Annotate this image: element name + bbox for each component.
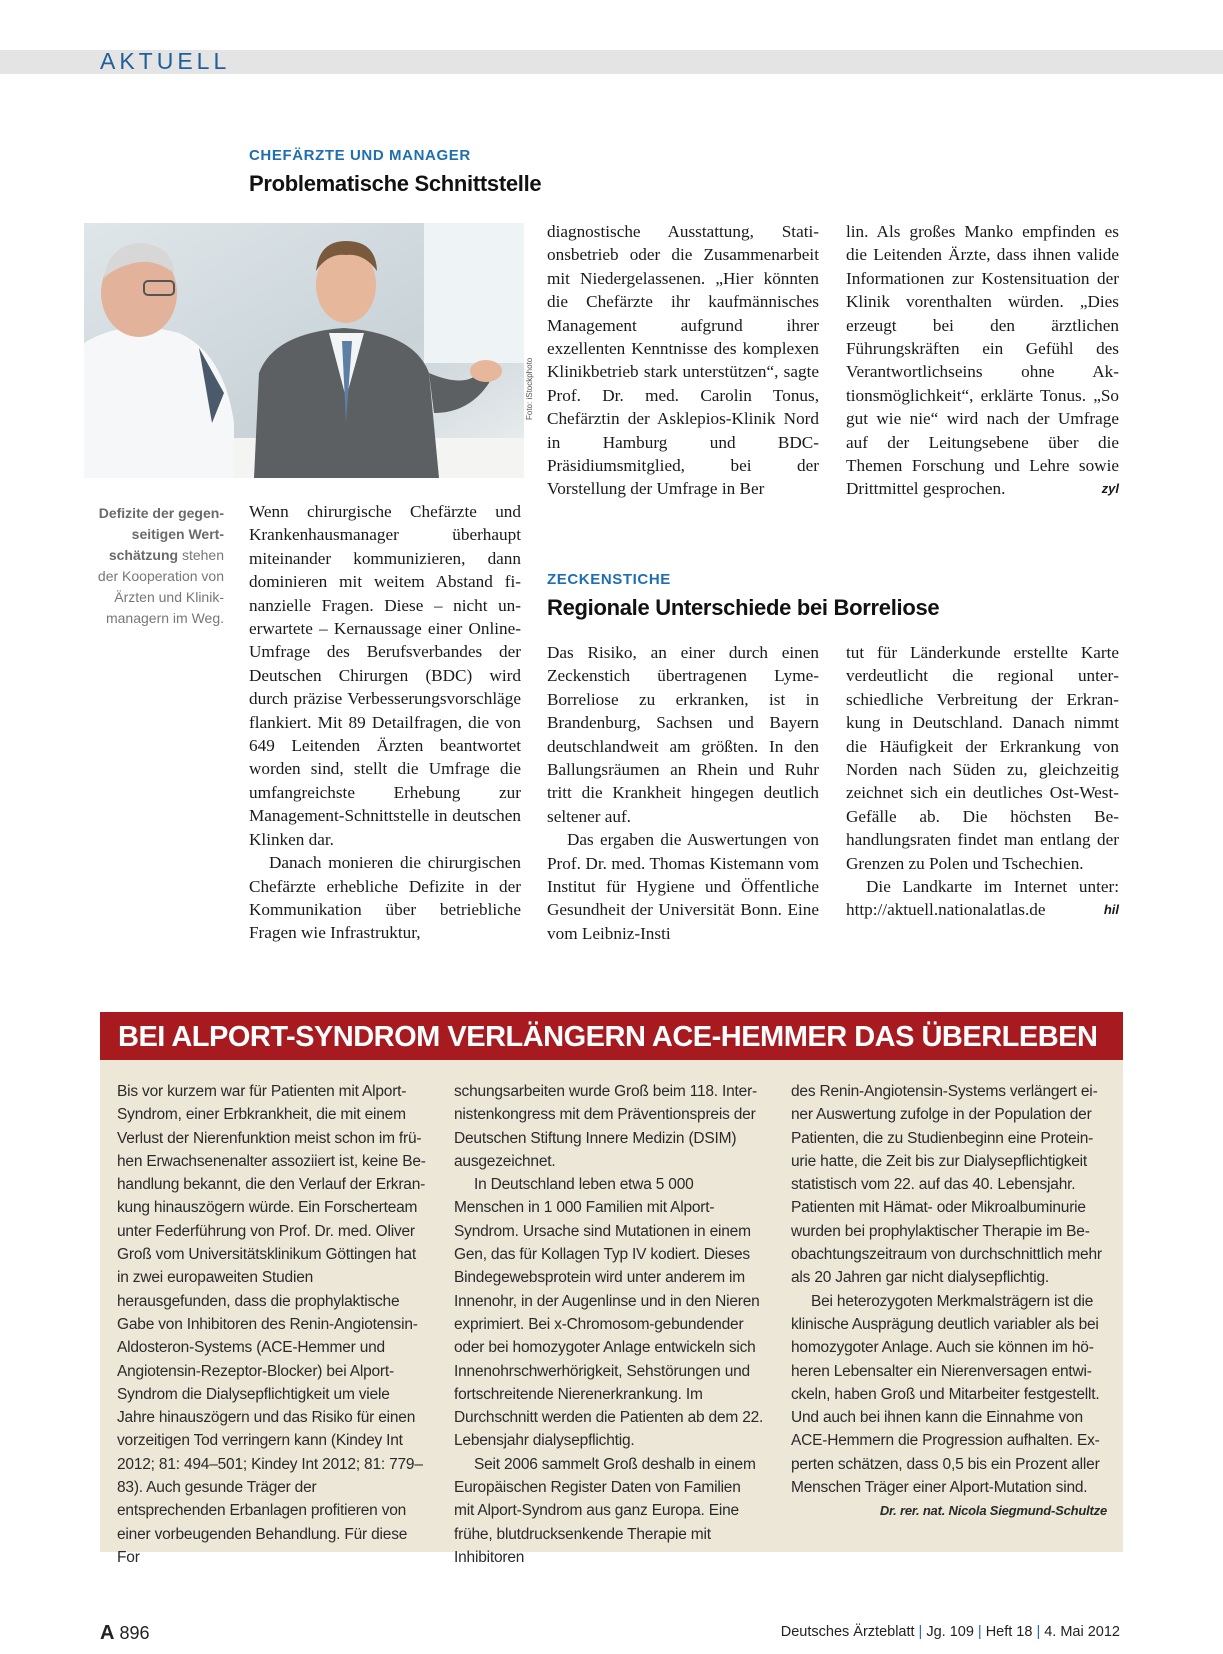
paragraph: In Deutschland leben etwa 5 000 Menschen in 1 000 Familien mit Alport-Syndrom. Ursache sind Mutationen in einem Gen, das für Kollagen Typ IV kodiert. Dieses Bindegewebsprotein wird unter anderem im Innenohr, in der Augenlinse und in den Nieren exprimiert. Bei x-Chromosom-gebundender oder bei homozygoter Anlage entwickeln sich Innenohrschwerhörigkeit, Sehstörungen und fortschreitende Nierenerkrankung. Im Durchschnitt werden die Patienten ab dem 22. Lebensjahr dialysepflichtig. [454, 1176, 764, 1450]
article1-column-3 [846, 220, 1119, 501]
photo-credit: Foto: iStockphoto [525, 357, 534, 420]
paragraph: Danach monieren die chirurgischen Chefärzte erhebliche Defizite in der Kommunikation über betriebliche Fragen wie Infrastruktur, [249, 853, 521, 943]
page-number-value: 896 [119, 1623, 150, 1643]
article1-photo [84, 223, 524, 478]
box-signature: Dr. rer. nat. Nicola Siegmund-Schultze [879, 1503, 1107, 1519]
paragraph: tut für Länderkunde erstellte Karte verdeutlicht die regional unterschiedliche Verbreitung der Erkrankung in Deutschland. Danach nimmt die Häufigkeit der Erkrankung von Norden nach Süden zu, gleichzeitig zeichnet sich ein deutliches Ost-West-Gefälle ab. Die höchsten Behandlungsraten findet man entlang der Grenzen zu Polen und Tschechien. [846, 643, 1119, 873]
page-letter: A [100, 1622, 115, 1644]
box-column-2 [454, 1080, 764, 1569]
paragraph: Bei heterozygoten Merkmalsträgern ist die klinische Ausprägung deutlich variabler als bei homozygoter Anlage. Auch sie können im höheren Lebensalter ein Nierenversagen entwickeln, haben Groß und Mitarbeiter festgestellt. Und auch bei ihnen kann die Einnahme von ACE-Hemmern die Progression aufhalten. Experten schätzen, dass 0,5 bis ein Prozent aller Menschen Träger einer Alport-Mutation sind. [791, 1292, 1100, 1497]
publication-name: Deutsches Ärzteblatt [780, 1624, 915, 1640]
paragraph: Das Risiko, an einer durch einen Zeckenstich übertragenen Lyme-Borreliose zu erkranken, ist in Brandenburg, Sachsen und Bayern deutschlandweit am größten. In den Ballungsräumen an Rhein und Ruhr tritt die Krankheit hingegen deutlich seltener auf. [547, 643, 819, 826]
article2-column-2 [846, 641, 1119, 922]
article1-headline: Problematische Schnittstelle [249, 171, 542, 196]
section-label: AKTUELL [100, 48, 231, 74]
paragraph: schungsarbeiten wurde Groß beim 118. Internistenkongress mit dem Präventionspreis der Deutschen Stiftung Innere Medizin (DSIM) ausgezeichnet. [454, 1083, 758, 1170]
article1-signature: zyl [1101, 481, 1119, 497]
article1-kicker: CHEFÄRZTE UND MANAGER [249, 147, 471, 164]
page-number [100, 1622, 150, 1645]
article2-headline: Regionale Unterschiede bei Borreliose [547, 595, 940, 620]
paragraph-text: Die Landkarte im Internet unter: http://aktuell.nationalatlas.de [846, 877, 1119, 920]
paragraph-text: lin. Als großes Manko empfinden es die Leitenden Ärzte, dass ihnen valide Informationen zur Kostensituation der Klinik vorenthalten würden. „Dies erzeugt bei den ärztlichen Führungskräften ein Gefühl des Verantwortlichseins ohne Aktionsmöglichkeit“, erklärte Tonus. „So gut wie nie“ wird nach der Umfrage auf der Leitungsebene über die Themen Forschung und Lehre sowie Drittmittel gesprochen. [846, 222, 1119, 499]
caption-text: stehen der Kooperation von Ärzten und Klinikmanagern im Weg. [97, 547, 224, 626]
issue: Heft 18 [985, 1624, 1033, 1640]
paragraph [846, 875, 1119, 922]
paragraph: diagnostische Ausstattung, Stationsbetrieb oder die Zusammenarbeit mit Niedergelassenen. „Hier könnten die Chefärzte ihr kaufmännisches Management aufgrund ihrer exzellenten Kenntnisse des komplexen Klinikbetrieb stark unterstützen“, sagte Prof. Dr. med. Carolin Tonus, Chefärztin der Asklepios-Klinik Nord in Hamburg und BDC-Präsidiumsmitglied, bei der Vorstellung der Umfrage in Ber [547, 222, 819, 499]
info-box-title: BEI ALPORT-SYNDROM VERLÄNGERN ACE-HEMMER DAS ÜBERLEBEN [118, 1021, 1098, 1053]
box-column-1 [117, 1080, 427, 1569]
article2-kicker: ZECKENSTICHE [547, 571, 671, 588]
paragraph: Seit 2006 sammelt Groß deshalb in einem Europäischen Register Daten von Familien mit Alport-Syndrom aus ganz Europa. Eine frühe, blutdrucksenkende Therapie mit Inhibitoren [454, 1455, 756, 1566]
caption-bold: Defizite der gegenseitigen Wertschätzung [98, 505, 224, 563]
photo-caption [92, 503, 224, 629]
paragraph [846, 220, 1119, 501]
article2-signature: hil [1103, 902, 1119, 918]
paragraph: Bis vor kurzem war für Patienten mit Alport-Syndrom, einer Erbkrankheit, die mit einem Verlust der Nierenfunktion meist schon im frühen Erwachsenenalter assoziiert ist, keine Behandlung bekannt, die den Verlauf der Erkrankung hinauszögern würde. Ein Forscherteam unter Federführung von Prof. Dr. med. Oliver Groß vom Universitätsklinikum Göttingen hat in zwei europaweiten Studien herausgefunden, dass die prophylaktische Gabe von Inhibitoren des Renin-Angiotensin-Aldosteron-Systems (ACE-Hemmer und Angiotensin-Rezeptor-Blocker) bei Alport-Syndrom die Dialysepflichtigkeit um viele Jahre hinauszögern und das Risiko für einen vorzeitigen Tod verringern kann (Kindey Int 2012; 81: 494–501; Kindey Int 2012; 81: 779–83). Auch gesunde Träger der entsprechenden Erbanlagen profitieren von einer vorbeugenden Behandlung. Für diese For [117, 1083, 426, 1566]
article2-column-1 [547, 641, 819, 945]
box-column-3 [791, 1080, 1107, 1523]
issue-date: 4. Mai 2012 [1044, 1624, 1120, 1640]
paragraph: Das ergaben die Auswertungen von Prof. Dr. med. Thomas Kistemann vom Institut für Hygiene und Öffentliche Gesundheit der Universität Bonn. Eine vom Leibniz-Insti [547, 830, 819, 943]
paragraph: Wenn chirurgische Chefärzte und Krankenhausmanager überhaupt miteinander kommunizieren, dann dominieren mit weitem Abstand finanzielle Fragen. Diese – nicht unerwartete – Kernaussage einer Online-Umfrage des Berufsverbandes der Deutschen Chirurgen (BDC) wird durch präzise Verbesserungsvorschläge flankiert. Mit 89 Detailfragen, die von 649 Leitenden Ärzten beantwortet worden sind, stellt die Umfrage die umfangreichste Erhebung zur Management-Schnittstelle in deutschen Klinken dar. [249, 502, 521, 849]
volume: Jg. 109 [926, 1624, 974, 1640]
publication-info: Deutsches Ärzteblatt | Jg. 109 | Heft 18 | 4. Mai 2012 [780, 1624, 1120, 1640]
paragraph: des Renin-Angiotensin-Systems verlängert einer Auswertung zufolge in der Population der Patienten, die zu Studienbeginn eine Proteinurie hatte, die Zeit bis zur Dialysepflichtigkeit statistisch vom 22. auf das 40. Lebensjahr. Patienten mit Hämat- oder Mikroalbuminurie wurden bei prophylaktischer Therapie im Beobachtungszeitraum von durchschnittlich mehr als 20 Jahren gar nicht dialysepflichtig. [791, 1083, 1102, 1287]
article1-column-1 [249, 500, 521, 945]
article1-column-2 [547, 220, 819, 501]
